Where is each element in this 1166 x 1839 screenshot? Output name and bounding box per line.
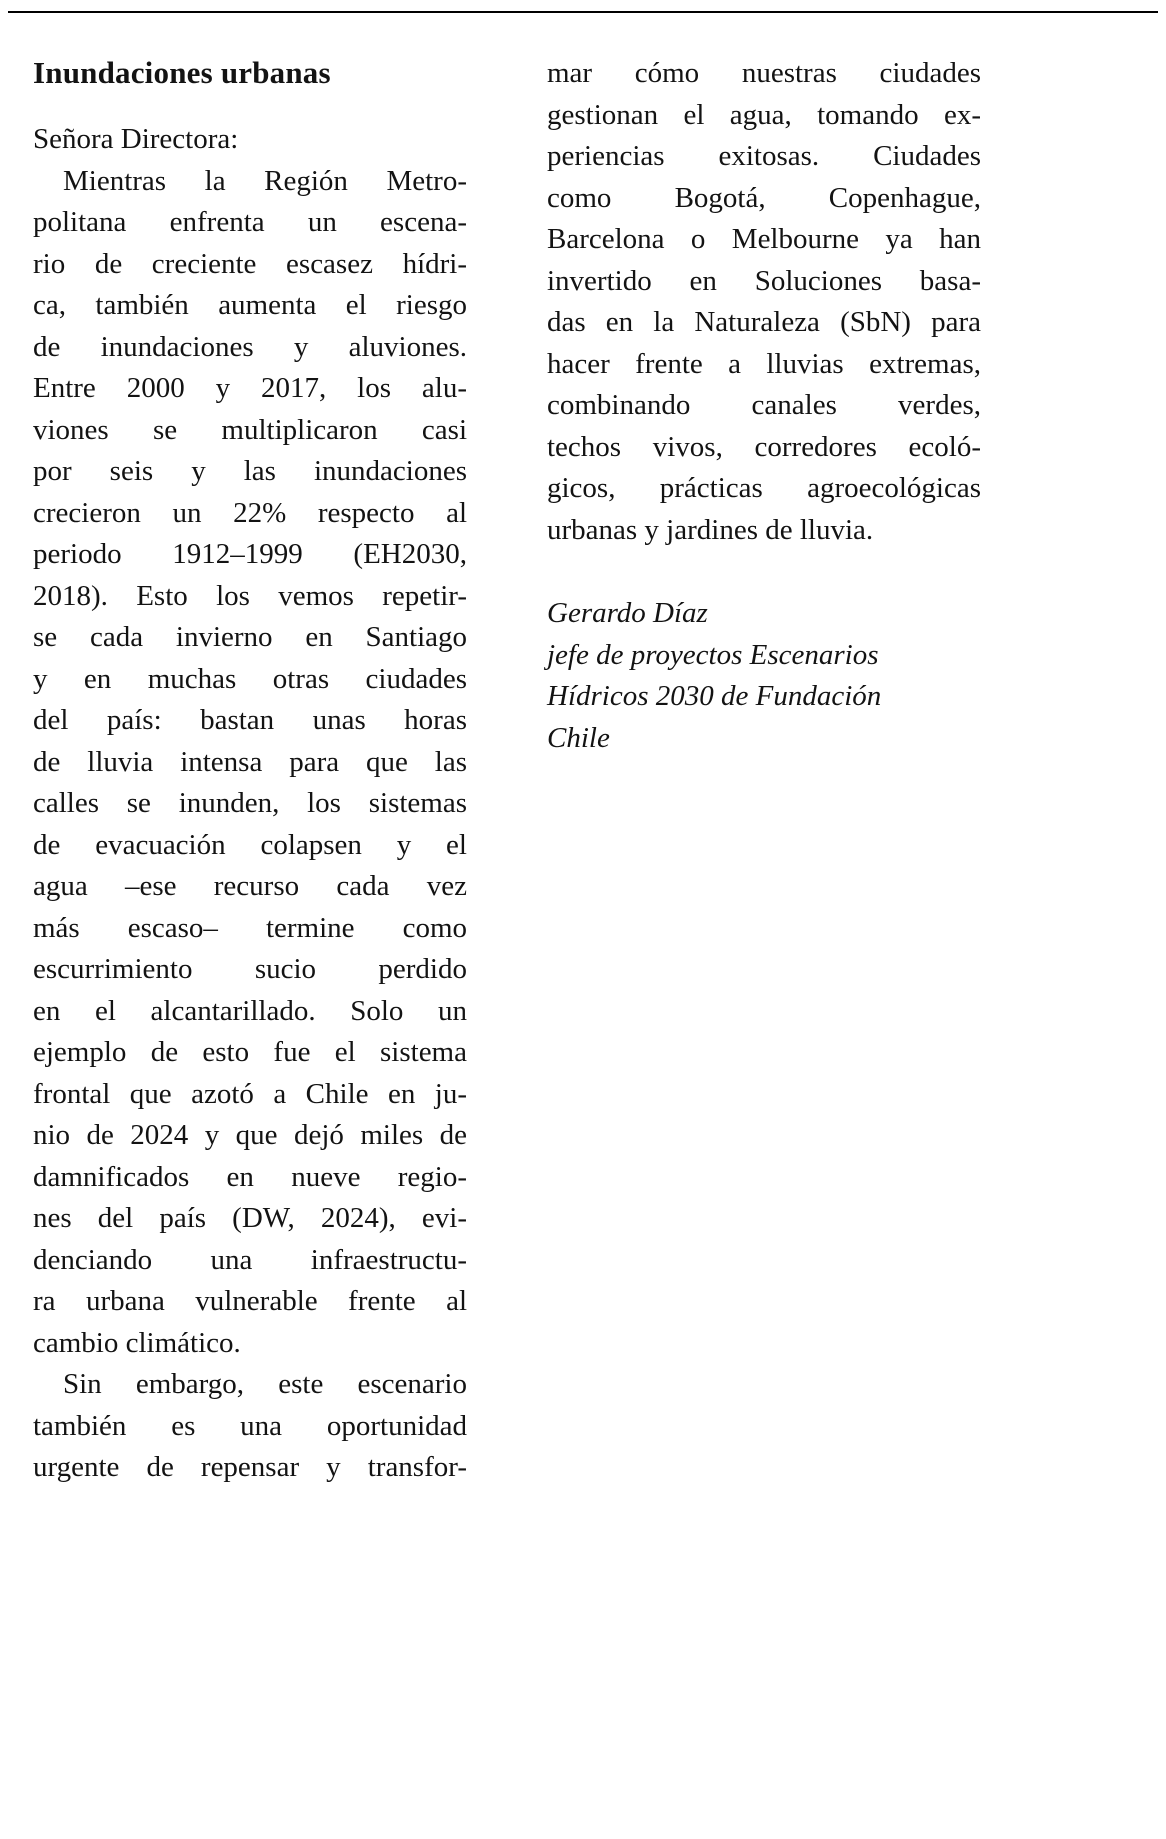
text-line: nio de 2024 y que dejó miles de [33, 1119, 467, 1151]
text-line: techos vivos, corredores ecoló- [547, 430, 981, 463]
text-line: gestionan el agua, tomando ex- [547, 98, 981, 131]
text-line: por seis y las inundaciones [33, 455, 467, 487]
text-line: Señora Directora: [33, 123, 239, 155]
text-line: hacer frente a lluvias extremas, [547, 347, 981, 380]
text-line: Mientras la Región Metro- [63, 164, 467, 197]
text-line: Chile [547, 721, 610, 754]
text-line: del país: bastan unas horas [33, 704, 467, 736]
text-line: calles se inunden, los sistemas [33, 787, 467, 819]
text-line: Sin embargo, este escenario [63, 1368, 467, 1400]
text-line: rio de creciente escasez hídri- [33, 247, 467, 280]
text-line: das en la Naturaleza (SbN) para [547, 306, 981, 338]
text-line: denciando una infraestructu- [33, 1243, 467, 1276]
left-column [33, 53, 467, 1489]
text-line: de evacuación colapsen y el [33, 828, 467, 861]
paragraph [547, 53, 981, 551]
right-column-blocks [547, 53, 981, 759]
text-line: cambio climático. [33, 1326, 241, 1359]
text-line: 2018). Esto los vemos repetir- [33, 579, 467, 612]
text-line: jefe de proyectos Escenarios [547, 638, 879, 671]
text-line: también es una oportunidad [33, 1409, 467, 1442]
text-line: urbanas y jardines de lluvia. [547, 513, 874, 546]
text-line: de inundaciones y aluviones. [33, 330, 467, 363]
left-column-blocks [33, 119, 467, 1489]
signature-block [547, 593, 981, 759]
article-heading: Inundaciones urbanas [33, 55, 331, 90]
text-line: urgente de repensar y transfor- [33, 1451, 467, 1483]
text-line: periodo 1912–1999 (EH2030, [33, 538, 467, 570]
text-line: Barcelona o Melbourne ya han [547, 223, 981, 255]
paragraph [33, 1364, 467, 1489]
text-line: más escaso– termine como [33, 911, 467, 944]
text-line: ra urbana vulnerable frente al [33, 1285, 467, 1317]
text-line: combinando canales verdes, [547, 389, 981, 421]
text-line: mar cómo nuestras ciudades [547, 57, 981, 89]
text-line: damnificados en nueve regio- [33, 1160, 467, 1193]
text-line: politana enfrenta un escena- [33, 206, 467, 238]
text-line: Hídricos 2030 de Fundación [547, 680, 882, 712]
text-line: en el alcantarillado. Solo un [33, 994, 467, 1027]
paragraph [33, 161, 467, 1365]
text-line: de lluvia intensa para que las [33, 745, 467, 778]
text-line: agua –ese recurso cada vez [33, 870, 467, 902]
text-line: Entre 2000 y 2017, los alu- [33, 372, 467, 404]
text-line: gicos, prácticas agroecológicas [547, 472, 981, 504]
text-line: se cada invierno en Santiago [33, 621, 467, 653]
text-line: ejemplo de esto fue el sistema [33, 1036, 467, 1068]
text-line: periencias exitosas. Ciudades [547, 140, 981, 172]
right-column [547, 53, 981, 1489]
paragraph [33, 119, 467, 161]
text-line: invertido en Soluciones basa- [547, 264, 981, 297]
text-line: y en muchas otras ciudades [33, 662, 467, 695]
text-line: escurrimiento sucio perdido [33, 953, 467, 985]
text-line: Gerardo Díaz [547, 597, 708, 629]
text-line: frontal que azotó a Chile en ju- [33, 1077, 467, 1110]
text-line: viones se multiplicaron casi [33, 413, 467, 446]
text-line: ca, también aumenta el riesgo [33, 289, 467, 321]
top-rule-divider [8, 11, 1158, 13]
text-line: nes del país (DW, 2024), evi- [33, 1202, 467, 1234]
text-line: como Bogotá, Copenhague, [547, 181, 981, 214]
text-line: crecieron un 22% respecto al [33, 496, 467, 529]
